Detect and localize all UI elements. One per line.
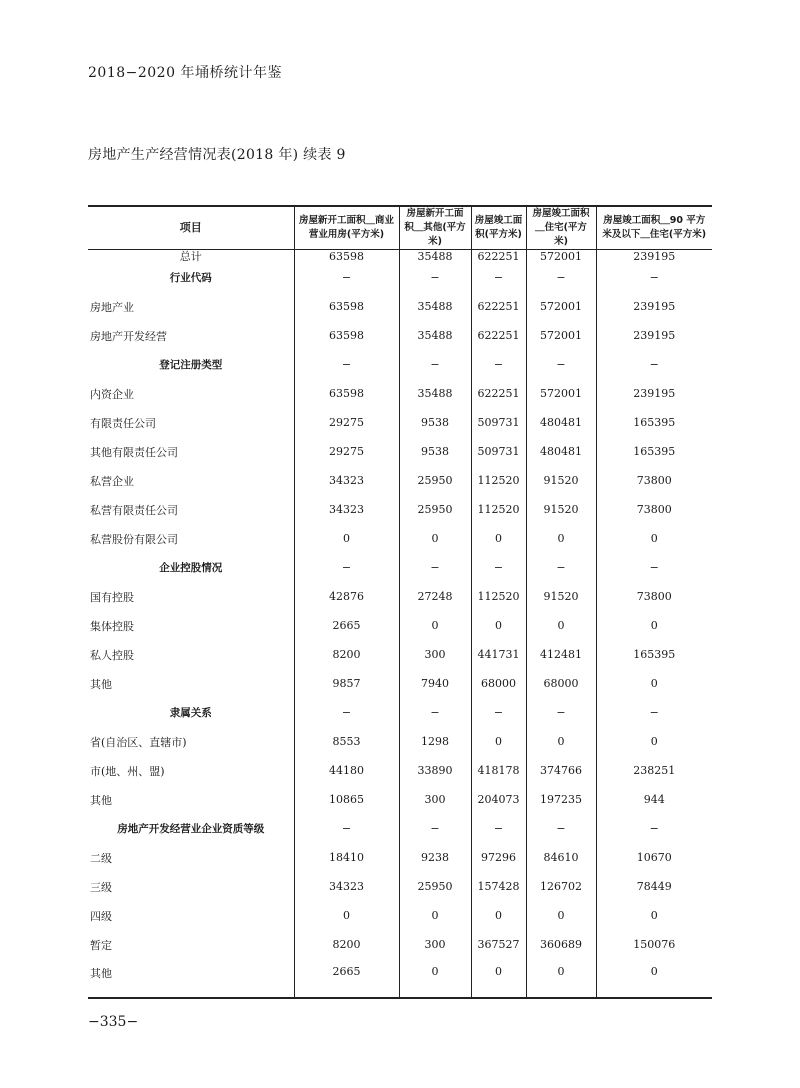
cell-value: 0 xyxy=(294,901,399,930)
cell-value: 480481 xyxy=(526,437,596,466)
cell-value: − xyxy=(294,350,399,379)
cell-value: 35488 xyxy=(399,379,471,408)
section-row xyxy=(88,553,712,582)
cell-value: 0 xyxy=(399,901,471,930)
row-label: 其他有限责任公司 xyxy=(88,437,294,466)
header-other-new-area: 房屋新开工面积＿其他(平方米) xyxy=(399,206,471,250)
cell-value: − xyxy=(596,263,712,292)
cell-value: 157428 xyxy=(471,872,526,901)
page-number: −335− xyxy=(88,1014,139,1030)
cell-value: 0 xyxy=(596,669,712,698)
cell-value: − xyxy=(294,698,399,727)
cell-value: 68000 xyxy=(526,669,596,698)
cell-value: 165395 xyxy=(596,640,712,669)
header-commercial-new-area: 房屋新开工面积＿商业营业用房(平方米) xyxy=(294,206,399,250)
table-header xyxy=(88,206,712,250)
section-row xyxy=(88,263,712,292)
cell-value: 0 xyxy=(596,611,712,640)
cell-value: 0 xyxy=(471,524,526,553)
cell-value: 35488 xyxy=(399,250,471,264)
cell-value: 944 xyxy=(596,785,712,814)
cell-value: − xyxy=(399,698,471,727)
cell-value: − xyxy=(526,350,596,379)
cell-value: 126702 xyxy=(526,872,596,901)
cell-value: 480481 xyxy=(526,408,596,437)
cell-value: 0 xyxy=(399,524,471,553)
row-label: 四级 xyxy=(88,901,294,930)
row-label: 私营企业 xyxy=(88,466,294,495)
cell-value: − xyxy=(596,814,712,843)
cell-value: 238251 xyxy=(596,756,712,785)
cell-value: 73800 xyxy=(596,466,712,495)
section-row xyxy=(88,698,712,727)
cell-value: − xyxy=(294,263,399,292)
row-label: 三级 xyxy=(88,872,294,901)
header-row xyxy=(88,206,712,250)
table-row xyxy=(88,466,712,495)
cell-value: 0 xyxy=(526,524,596,553)
cell-value: 9857 xyxy=(294,669,399,698)
cell-value: 441731 xyxy=(471,640,526,669)
table-row xyxy=(88,321,712,350)
cell-value: 29275 xyxy=(294,437,399,466)
cell-value: 204073 xyxy=(471,785,526,814)
cell-value: 9538 xyxy=(399,437,471,466)
cell-value: 18410 xyxy=(294,843,399,872)
row-label: 私人控股 xyxy=(88,640,294,669)
section-row xyxy=(88,814,712,843)
cell-value: 0 xyxy=(526,901,596,930)
cell-value: 8553 xyxy=(294,727,399,756)
cell-value: 300 xyxy=(399,930,471,959)
cell-value: 0 xyxy=(471,611,526,640)
cell-value: 572001 xyxy=(526,379,596,408)
cell-value: − xyxy=(471,698,526,727)
row-label: 有限责任公司 xyxy=(88,408,294,437)
cell-value: 0 xyxy=(596,901,712,930)
cell-value: 25950 xyxy=(399,872,471,901)
cell-value: − xyxy=(471,350,526,379)
cell-value: 1298 xyxy=(399,727,471,756)
cell-value: 0 xyxy=(399,611,471,640)
cell-value: 300 xyxy=(399,640,471,669)
cell-value: 239195 xyxy=(596,292,712,321)
table-row xyxy=(88,785,712,814)
cell-value: 44180 xyxy=(294,756,399,785)
cell-value: 63598 xyxy=(294,379,399,408)
row-label: 其他 xyxy=(88,669,294,698)
table-row xyxy=(88,669,712,698)
table-row xyxy=(88,727,712,756)
cell-value: 2665 xyxy=(294,611,399,640)
table-row xyxy=(88,901,712,930)
cell-value: 0 xyxy=(471,901,526,930)
table-row xyxy=(88,582,712,611)
cell-value: 35488 xyxy=(399,321,471,350)
header-item: 项目 xyxy=(88,206,294,250)
cell-value: 42876 xyxy=(294,582,399,611)
row-label: 登记注册类型 xyxy=(88,350,294,379)
cell-value: 412481 xyxy=(526,640,596,669)
cell-value: 0 xyxy=(596,524,712,553)
row-label: 私营有限责任公司 xyxy=(88,495,294,524)
cell-value: 374766 xyxy=(526,756,596,785)
cell-value: 112520 xyxy=(471,582,526,611)
cell-value: 0 xyxy=(399,959,471,998)
cell-value: 112520 xyxy=(471,466,526,495)
row-label: 国有控股 xyxy=(88,582,294,611)
statistics-table xyxy=(88,205,712,999)
row-label: 房地产开发经营 xyxy=(88,321,294,350)
cell-value: 73800 xyxy=(596,582,712,611)
cell-value: − xyxy=(526,698,596,727)
table-row xyxy=(88,872,712,901)
cell-value: 63598 xyxy=(294,292,399,321)
cell-value: − xyxy=(526,263,596,292)
cell-value: 7940 xyxy=(399,669,471,698)
cell-value: 10670 xyxy=(596,843,712,872)
cell-value: 25950 xyxy=(399,466,471,495)
cell-value: − xyxy=(526,814,596,843)
cell-value: 9238 xyxy=(399,843,471,872)
cell-value: − xyxy=(399,553,471,582)
cell-value: 197235 xyxy=(526,785,596,814)
cell-value: 239195 xyxy=(596,321,712,350)
cell-value: 165395 xyxy=(596,437,712,466)
cell-value: 33890 xyxy=(399,756,471,785)
cell-value: − xyxy=(294,814,399,843)
cell-value: 8200 xyxy=(294,930,399,959)
cell-value: 572001 xyxy=(526,321,596,350)
cell-value: − xyxy=(526,553,596,582)
cell-value: 9538 xyxy=(399,408,471,437)
cell-value: − xyxy=(471,814,526,843)
cell-value: 0 xyxy=(526,959,596,998)
cell-value: 367527 xyxy=(471,930,526,959)
cell-value: 418178 xyxy=(471,756,526,785)
row-label: 总计 xyxy=(88,250,294,264)
cell-value: 239195 xyxy=(596,250,712,264)
cell-value: 10865 xyxy=(294,785,399,814)
cell-value: − xyxy=(399,814,471,843)
row-label: 内资企业 xyxy=(88,379,294,408)
cell-value: 63598 xyxy=(294,250,399,264)
cell-value: 360689 xyxy=(526,930,596,959)
total-row xyxy=(88,250,712,264)
cell-value: 34323 xyxy=(294,466,399,495)
cell-value: − xyxy=(471,553,526,582)
table-row xyxy=(88,640,712,669)
row-label: 隶属关系 xyxy=(88,698,294,727)
header-completed-residential: 房屋竣工面积＿住宅(平方米) xyxy=(526,206,596,250)
cell-value: 34323 xyxy=(294,872,399,901)
section-row xyxy=(88,350,712,379)
cell-value: 91520 xyxy=(526,495,596,524)
cell-value: 91520 xyxy=(526,466,596,495)
cell-value: 25950 xyxy=(399,495,471,524)
row-label: 企业控股情况 xyxy=(88,553,294,582)
cell-value: 97296 xyxy=(471,843,526,872)
cell-value: − xyxy=(294,553,399,582)
table-row xyxy=(88,437,712,466)
header-completed-area: 房屋竣工面积(平方米) xyxy=(471,206,526,250)
cell-value: 29275 xyxy=(294,408,399,437)
cell-value: 91520 xyxy=(526,582,596,611)
cell-value: 622251 xyxy=(471,321,526,350)
cell-value: − xyxy=(399,350,471,379)
table-row xyxy=(88,843,712,872)
cell-value: 150076 xyxy=(596,930,712,959)
cell-value: 112520 xyxy=(471,495,526,524)
cell-value: − xyxy=(596,698,712,727)
table-row xyxy=(88,524,712,553)
table-row xyxy=(88,959,712,998)
header-completed-small-residential: 房屋竣工面积＿90 平方米及以下＿住宅(平方米) xyxy=(596,206,712,250)
row-label: 私营股份有限公司 xyxy=(88,524,294,553)
running-head: 2018−2020 年埇桥统计年鉴 xyxy=(88,65,282,81)
cell-value: 509731 xyxy=(471,408,526,437)
row-label: 行业代码 xyxy=(88,263,294,292)
table-row xyxy=(88,611,712,640)
table-row xyxy=(88,408,712,437)
table-row xyxy=(88,495,712,524)
cell-value: 78449 xyxy=(596,872,712,901)
row-label: 其他 xyxy=(88,959,294,998)
table-body xyxy=(88,250,712,999)
cell-value: − xyxy=(471,263,526,292)
cell-value: 572001 xyxy=(526,292,596,321)
cell-value: 622251 xyxy=(471,250,526,264)
row-label: 省(自治区、直辖市) xyxy=(88,727,294,756)
cell-value: 0 xyxy=(471,727,526,756)
row-label: 二级 xyxy=(88,843,294,872)
row-label: 市(地、州、盟) xyxy=(88,756,294,785)
table-row xyxy=(88,756,712,785)
cell-value: 0 xyxy=(596,959,712,998)
cell-value: 34323 xyxy=(294,495,399,524)
table-title: 房地产生产经营情况表(2018 年) 续表 9 xyxy=(88,147,346,163)
cell-value: 165395 xyxy=(596,408,712,437)
cell-value: 63598 xyxy=(294,321,399,350)
cell-value: − xyxy=(596,553,712,582)
row-label: 其他 xyxy=(88,785,294,814)
row-label: 集体控股 xyxy=(88,611,294,640)
cell-value: 27248 xyxy=(399,582,471,611)
cell-value: 2665 xyxy=(294,959,399,998)
row-label: 房地产业 xyxy=(88,292,294,321)
table-row xyxy=(88,292,712,321)
cell-value: 0 xyxy=(471,959,526,998)
cell-value: 73800 xyxy=(596,495,712,524)
cell-value: 300 xyxy=(399,785,471,814)
cell-value: 0 xyxy=(294,524,399,553)
row-label: 暂定 xyxy=(88,930,294,959)
cell-value: 572001 xyxy=(526,250,596,264)
cell-value: 0 xyxy=(596,727,712,756)
table-row xyxy=(88,379,712,408)
cell-value: 8200 xyxy=(294,640,399,669)
cell-value: 509731 xyxy=(471,437,526,466)
cell-value: − xyxy=(596,350,712,379)
cell-value: 239195 xyxy=(596,379,712,408)
cell-value: − xyxy=(399,263,471,292)
cell-value: 0 xyxy=(526,611,596,640)
row-label: 房地产开发经营业企业资质等级 xyxy=(88,814,294,843)
cell-value: 0 xyxy=(526,727,596,756)
cell-value: 68000 xyxy=(471,669,526,698)
cell-value: 622251 xyxy=(471,379,526,408)
cell-value: 622251 xyxy=(471,292,526,321)
cell-value: 35488 xyxy=(399,292,471,321)
cell-value: 84610 xyxy=(526,843,596,872)
table-row xyxy=(88,930,712,959)
